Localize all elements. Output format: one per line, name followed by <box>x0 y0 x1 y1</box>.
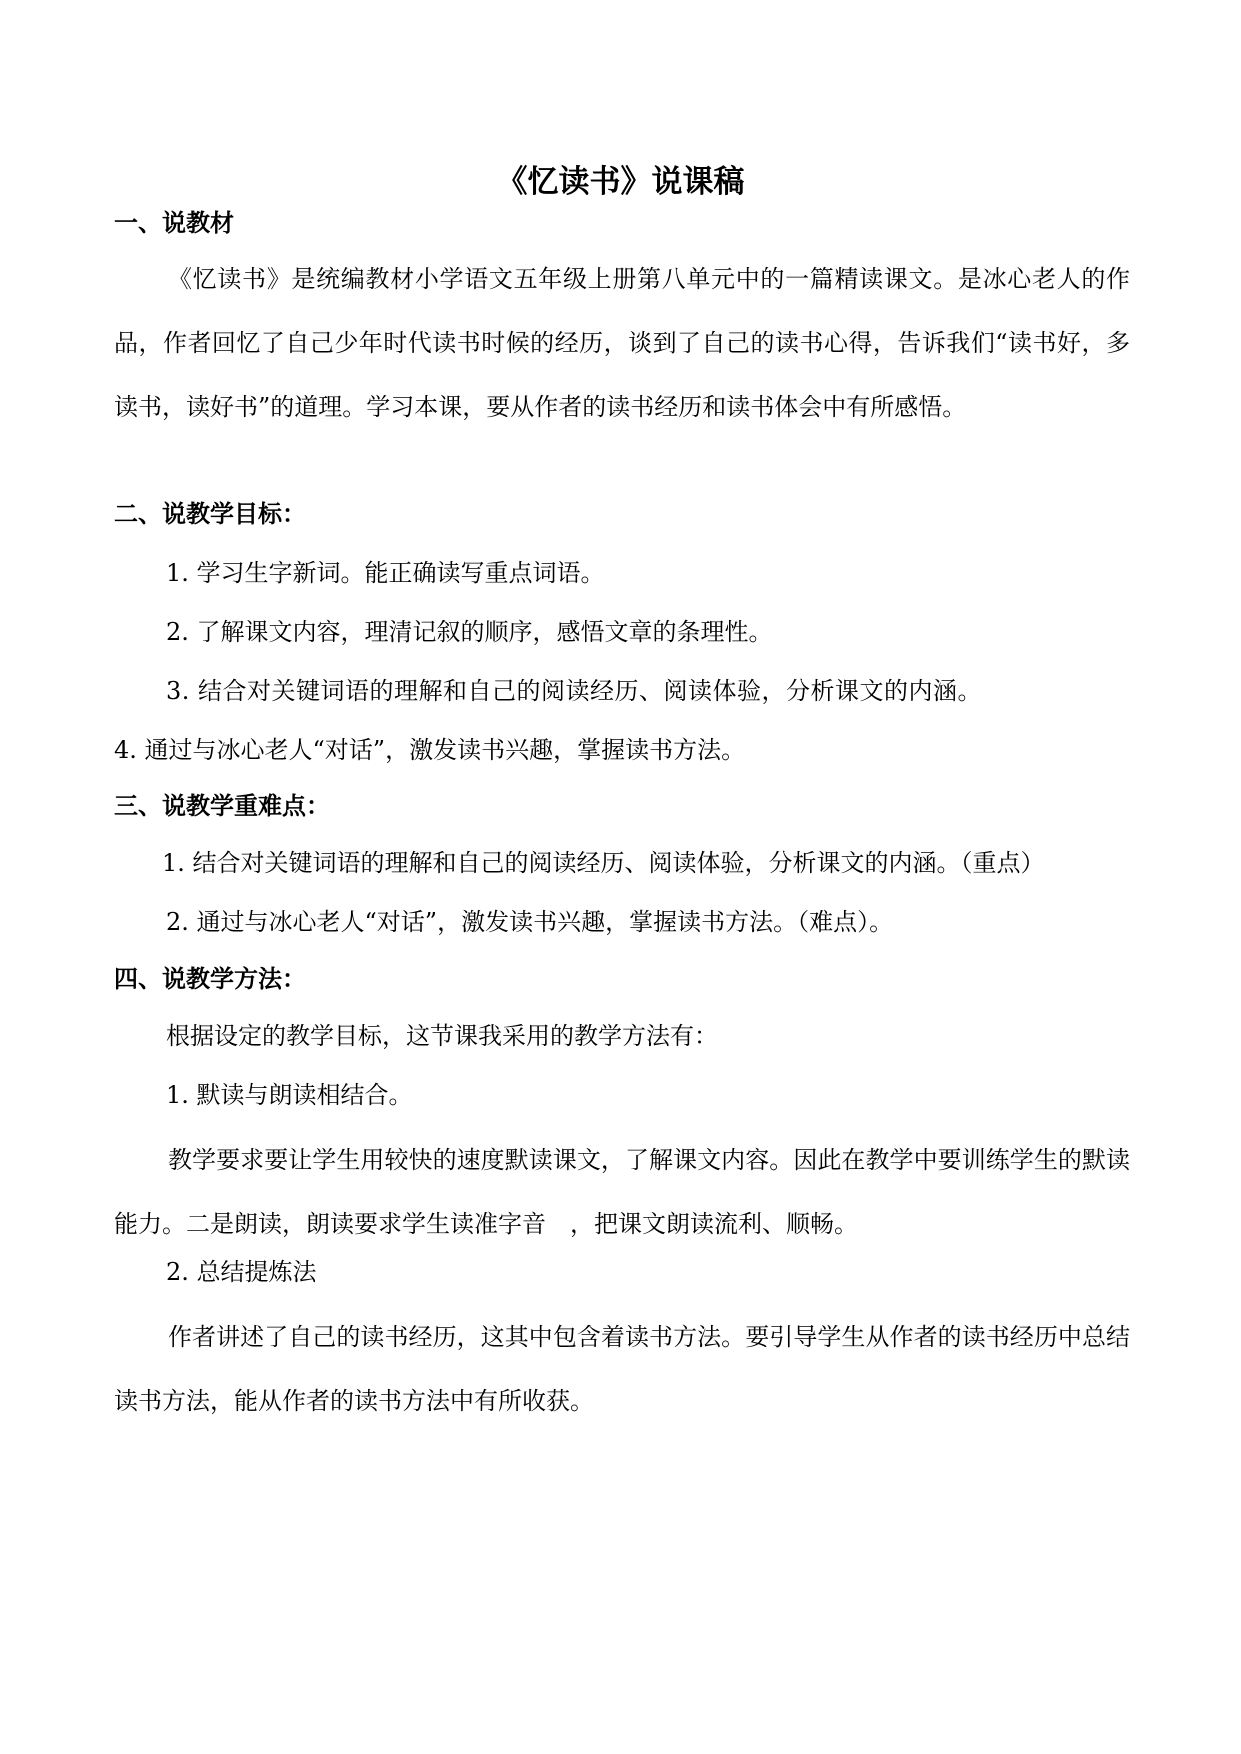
section-heading-key-difficult-points: 三、说教学重难点： <box>114 792 330 820</box>
goal-item: 3. 结合对关键词语的理解和自己的阅读经历、阅读体验，分析课文的内涵。 <box>166 677 983 705</box>
section-heading-teaching-goals: 二、说教学目标： <box>114 500 306 528</box>
section-heading-teaching-material: 一、说教材 <box>114 209 234 237</box>
section-heading-teaching-methods: 四、说教学方法： <box>114 965 306 993</box>
key-point-item: 1. 结合对关键词语的理解和自己的阅读经历、阅读体验，分析课文的内涵。（重点） <box>162 849 1045 877</box>
methods-intro: 根据设定的教学目标，这节课我采用的教学方法有： <box>166 1022 718 1050</box>
method-paragraph: 教学要求要让学生用较快的速度默读课文，了解课文内容。因此在教学中要训练学生的默读能力。二是朗读，朗读要求学生读准字音 ，把课文朗读流利、顺畅。 <box>114 1146 1130 1238</box>
goal-item: 1. 学习生字新词。能正确读写重点词语。 <box>166 559 605 587</box>
method-title: 2. 总结提炼法 <box>166 1258 317 1286</box>
method-title: 1. 默读与朗读相结合。 <box>166 1081 413 1109</box>
section-paragraph-teaching-material: 《忆读书》是统编教材小学语文五年级上册第八单元中的一篇精读课文。是冰心老人的作品，作者回忆了自己少年时代读书时候的经历，谈到了自己的读书心得，告诉我们“读书好，多读书，读好书”的道理。学习本课，要从作者的读书经历和读书体会中有所感悟。 <box>114 265 1130 421</box>
method-paragraph: 作者讲述了自己的读书经历，这其中包含着读书方法。要引导学生从作者的读书经历中总结读书方法，能从作者的读书方法中有所收获。 <box>114 1323 1130 1415</box>
document-title: 《忆读书》说课稿 <box>496 164 745 200</box>
goal-item: 4. 通过与冰心老人“对话”，激发读书兴趣，掌握读书方法。 <box>114 736 746 764</box>
goal-item: 2. 了解课文内容，理清记叙的顺序，感悟文章的条理性。 <box>166 618 773 646</box>
key-point-item: 2. 通过与冰心老人“对话”，激发读书兴趣，掌握读书方法。（难点）。 <box>166 908 894 936</box>
